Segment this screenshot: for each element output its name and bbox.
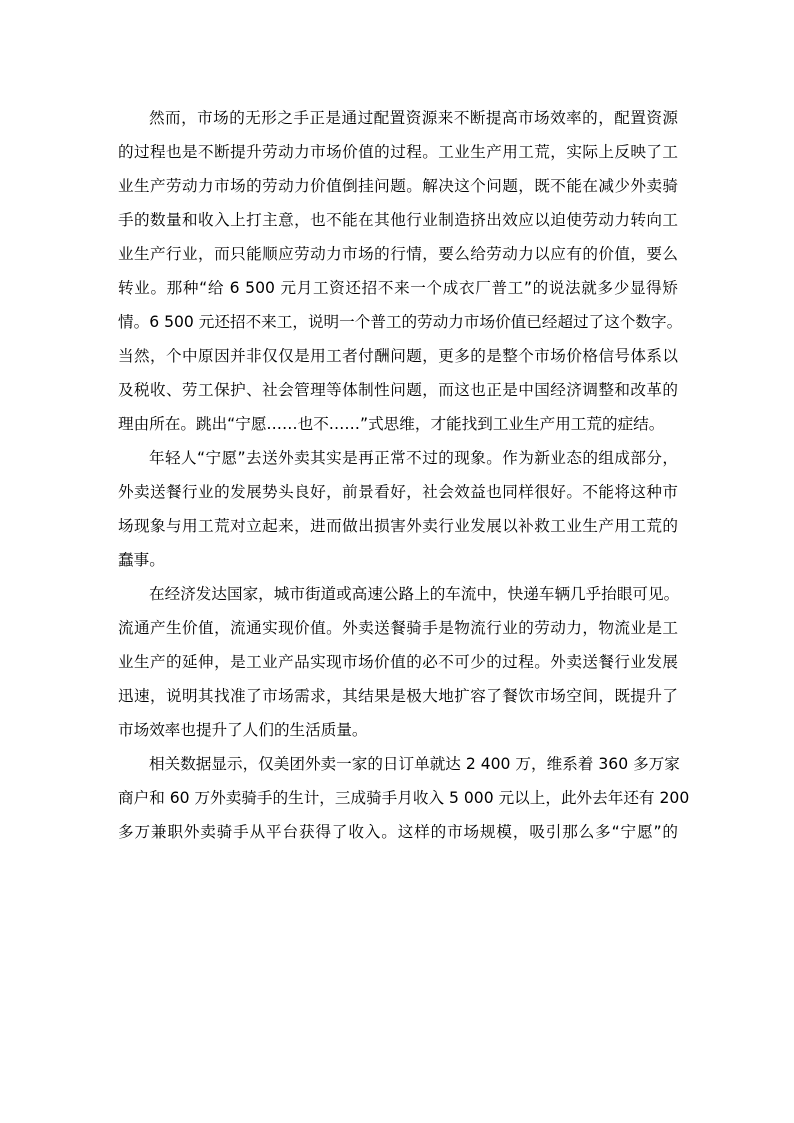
text-line: 在经济发达国家，城市街道或高速公路上的车流中，快递车辆几乎抬眼可见。 bbox=[149, 585, 680, 603]
text-line: 情。6 500 元还招不来工，说明一个普工的劳动力市场价值已经超过了这个数字。 bbox=[118, 313, 683, 331]
paragraph-data bbox=[118, 747, 690, 849]
paragraph-young-people bbox=[118, 441, 678, 577]
text-line: 商户和 60 万外卖骑手的生计，三成骑手月收入 5 000 元以上，此外去年还有 200 bbox=[118, 789, 690, 807]
text-line: 外卖送餐行业的发展势头良好，前景看好，社会效益也同样很好。不能将这种市 bbox=[118, 483, 678, 501]
text-line: 业生产的延伸，是工业产品实现市场价值的必不可少的过程。外卖送餐行业发展 bbox=[118, 653, 678, 671]
text-line: 场现象与用工荒对立起来，进而做出损害外卖行业发展以补救工业生产用工荒的 bbox=[118, 517, 678, 535]
text-line: 当然，个中原因并非仅仅是用工者付酬问题，更多的是整个市场价格信号体系以 bbox=[118, 347, 678, 365]
text-line: 业生产行业，而只能顺应劳动力市场的行情，要么给劳动力以应有的价值，要么 bbox=[118, 245, 678, 263]
paragraph-market-efficiency bbox=[118, 101, 683, 441]
text-line: 然而，市场的无形之手正是通过配置资源来不断提高市场效率的，配置资源 bbox=[149, 109, 678, 127]
text-line: 业生产劳动力市场的劳动力价值倒挂问题。解决这个问题，既不能在减少外卖骑 bbox=[118, 177, 678, 195]
text-line: 及税收、劳工保护、社会管理等体制性问题，而这也正是中国经济调整和改革的 bbox=[118, 381, 678, 399]
text-line: 多万兼职外卖骑手从平台获得了收入。这样的市场规模，吸引那么多“宁愿”的 bbox=[118, 823, 678, 841]
text-line: 蠢事。 bbox=[118, 551, 165, 569]
text-line: 迅速，说明其找准了市场需求，其结果是极大地扩容了餐饮市场空间，既提升了 bbox=[118, 687, 678, 705]
text-line: 手的数量和收入上打主意，也不能在其他行业制造挤出效应以迫使劳动力转向工 bbox=[118, 211, 678, 229]
text-line: 理由所在。跳出“宁愿……也不……”式思维，才能找到工业生产用工荒的症结。 bbox=[118, 415, 665, 433]
paragraph-developed-countries bbox=[118, 577, 678, 747]
text-line: 的过程也是不断提升劳动力市场价值的过程。工业生产用工荒，实际上反映了工 bbox=[118, 143, 678, 161]
text-line: 市场效率也提升了人们的生活质量。 bbox=[118, 721, 368, 739]
text-line: 年轻人“宁愿”去送外卖其实是再正常不过的现象。作为新业态的组成部分， bbox=[149, 449, 678, 467]
text-line: 流通产生价值，流通实现价值。外卖送餐骑手是物流行业的劳动力，物流业是工 bbox=[118, 619, 678, 637]
text-line: 相关数据显示，仅美团外卖一家的日订单就达 2 400 万，维系着 360 多万家 bbox=[149, 755, 680, 773]
text-line: 转业。那种“给 6 500 元月工资还招不来一个成衣厂普工”的说法就多少显得矫 bbox=[118, 279, 678, 297]
body-text bbox=[118, 101, 690, 849]
